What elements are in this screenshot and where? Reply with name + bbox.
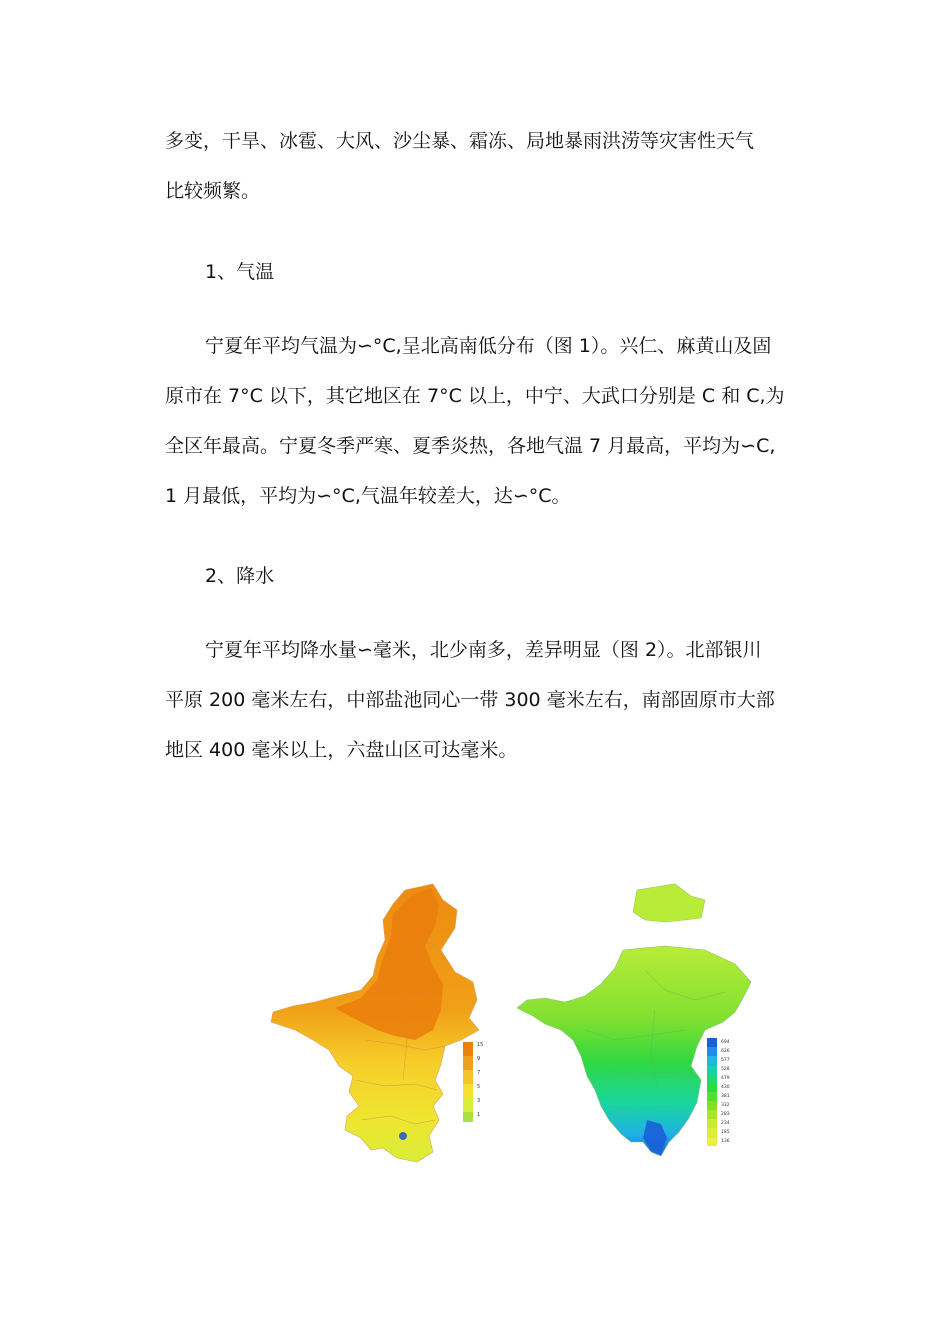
precip-legend-swatch-4 [707, 1065, 717, 1074]
precip-legend-label-8: 332 [721, 1103, 730, 1108]
precip-legend-label-1: 694 [721, 1040, 730, 1045]
temp-legend-label-5: 3 [477, 1098, 481, 1104]
precip-legend-swatch-12 [707, 1137, 717, 1146]
temp-legend-swatch-3 [463, 1070, 473, 1084]
precip-line-1: 宁夏年平均降水量∽毫米，北少南多，差异明显（图 2）。北部银川 [205, 639, 762, 661]
temp-legend-label-4: 5 [477, 1084, 481, 1090]
precip-legend-label-11: 185 [721, 1130, 730, 1135]
precip-legend-label-3: 577 [721, 1058, 730, 1063]
intro-line-2: 比较频繁。 [165, 180, 261, 202]
precip-legend-swatch-5 [707, 1074, 717, 1083]
precip-legend-swatch-3 [707, 1056, 717, 1065]
section-heading-precipitation: 2、降水 [205, 565, 275, 587]
temp-legend-label-2: 9 [477, 1056, 481, 1062]
temp-legend-swatch-5 [463, 1098, 473, 1112]
precip-legend-label-6: 430 [721, 1085, 730, 1090]
precip-legend-label-2: 626 [721, 1049, 730, 1054]
precip-legend-label-4: 528 [721, 1067, 730, 1072]
precip-legend-swatch-2 [707, 1047, 717, 1056]
precip-legend-label-5: 479 [721, 1076, 730, 1081]
temp-legend-swatch-1 [463, 1042, 473, 1056]
precipitation-legend [707, 1038, 730, 1146]
temperature-map [271, 884, 479, 1162]
temp-legend-swatch-4 [463, 1084, 473, 1098]
temp-legend-swatch-2 [463, 1056, 473, 1070]
temp-legend-label-3: 7 [477, 1070, 481, 1076]
precip-legend-label-12: 136 [721, 1139, 730, 1144]
temp-line-2: 原市在 7°C 以下，其它地区在 7°C 以上，中宁、大武口分别是 C 和 C,为 [165, 385, 785, 407]
intro-line-1: 多变，干旱、冰雹、大风、沙尘暴、霜冻、局地暴雨洪涝等灾害性天气 [165, 130, 755, 152]
temp-line-1: 宁夏年平均气温为∽°C,呈北高南低分布（图 1）。兴仁、麻黄山及固 [205, 335, 772, 357]
precip-line-3: 地区 400 毫米以上，六盘山区可达毫米。 [165, 739, 518, 761]
precip-legend-swatch-6 [707, 1083, 717, 1092]
temp-line-3: 全区年最高。宁夏冬季严寒、夏季炎热，各地气温 7 月最高，平均为∽C, [165, 435, 776, 457]
temperature-map-marker [399, 1132, 407, 1140]
temp-line-4: 1 月最低，平均为∽°C,气温年较差大，达∽°C。 [165, 485, 571, 507]
temp-legend-swatch-6 [463, 1112, 473, 1122]
precip-legend-label-7: 381 [721, 1094, 730, 1099]
precip-legend-swatch-7 [707, 1092, 717, 1101]
precip-legend-swatch-9 [707, 1110, 717, 1119]
precip-line-2: 平原 200 毫米左右，中部盐池同心一带 300 毫米左右，南部固原市大部 [165, 689, 775, 711]
section-heading-temperature: 1、气温 [205, 261, 275, 283]
maps-svg [265, 880, 765, 1170]
precip-legend-swatch-1 [707, 1038, 717, 1047]
precip-legend-swatch-10 [707, 1119, 717, 1128]
precip-legend-swatch-8 [707, 1101, 717, 1110]
temp-legend-label-6: 1 [477, 1112, 481, 1118]
precip-legend-label-10: 234 [721, 1121, 730, 1126]
maps-figure [265, 880, 765, 1170]
temperature-legend [463, 1042, 483, 1122]
precipitation-map-inset [633, 884, 705, 922]
precip-legend-swatch-11 [707, 1128, 717, 1137]
precip-legend-label-9: 283 [721, 1112, 730, 1117]
temp-legend-label-1: 15 [477, 1042, 484, 1048]
